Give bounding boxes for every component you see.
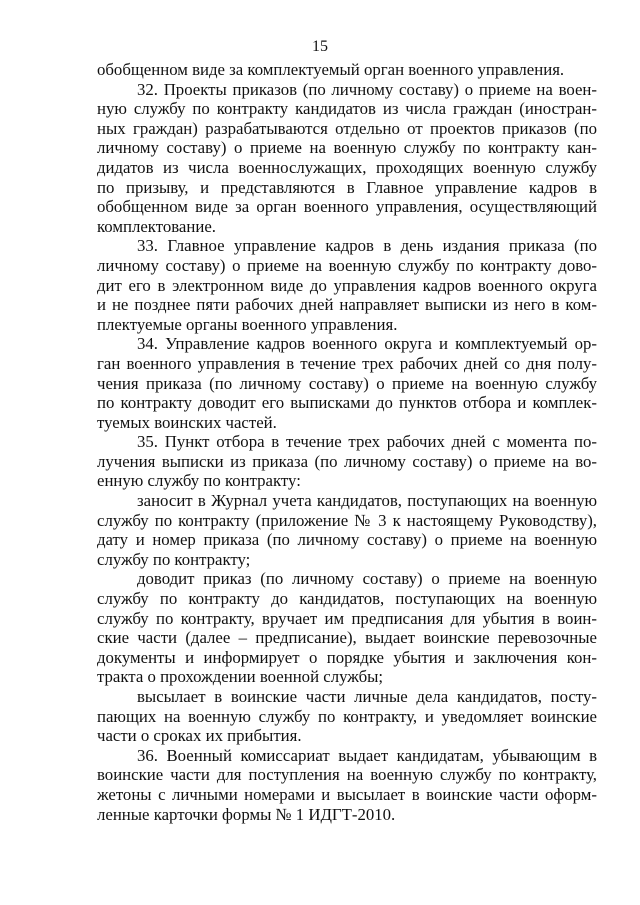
- text-line: комплектование.: [97, 216, 216, 236]
- text-line: части о сроках их прибытия.: [97, 726, 302, 746]
- document-body: [97, 60, 597, 824]
- text-line: воинские части для поступления на военную службу по контракту,: [97, 765, 597, 785]
- text-line: обобщенном виде за комплектуемый орган военного управления.: [97, 60, 565, 79]
- text-line: и не позднее пяти рабочих дней направляет выписки из него в ком-: [97, 295, 597, 315]
- text-line: 32. Проекты приказов (по личному составу) о приеме на воен-: [137, 79, 597, 99]
- text-line: личному составу) о приеме на военную службу по контракту дово-: [97, 255, 597, 275]
- text-line: жетоны с личными номерами и высылает в воинские части оформ-: [97, 784, 597, 804]
- text-line: 34. Управление кадров военного округа и комплектуемый ор-: [137, 334, 597, 354]
- text-line: тракта о прохождении военной службы;: [97, 667, 384, 687]
- text-line: ган военного управления в течение трех рабочих дней со дня полу-: [97, 353, 597, 373]
- text-line: дит его в электронном виде до управления кадров военного округа: [97, 275, 597, 295]
- text-line: лучения выписки из приказа (по личному составу) о приеме на во-: [97, 451, 597, 471]
- text-line: 36. Военный комиссариат выдает кандидатам, убывающим в: [137, 745, 597, 765]
- text-line: ную службу по контракту кандидатов из числа граждан (иностран-: [97, 99, 597, 119]
- text-line: 33. Главное управление кадров в день издания приказа (по: [137, 236, 597, 256]
- text-line: дату и номер приказа (по личному составу) о приеме на военную: [97, 530, 597, 550]
- text-line: пающих на военную службу по контракту, и уведомляет воинские: [97, 706, 597, 726]
- text-line: плектуемые органы военного управления.: [97, 314, 398, 334]
- text-line: доводит приказ (по личному составу) о приеме на военную: [137, 569, 597, 589]
- text-line: заносит в Журнал учета кандидатов, поступающих на военную: [137, 491, 597, 511]
- text-line: личному составу) о приеме на военную службу по контракту кан-: [97, 138, 597, 158]
- text-line: службу по контракту (приложение № 3 к настоящему Руководству),: [97, 510, 597, 530]
- text-line: службу по контракту, вручает им предписания для убытия в воин-: [97, 608, 597, 628]
- text-line: ных граждан) разрабатываются отдельно от проектов приказов (по: [97, 118, 597, 138]
- text-line: ленные карточки формы № 1 ИДГТ-2010.: [97, 804, 396, 824]
- text-line: службу по контракту до кандидатов, поступающих на военную: [97, 589, 597, 609]
- text-line: туемых воинских частей.: [97, 412, 277, 432]
- text-line: енную службу по контракту:: [97, 471, 301, 491]
- text-line: документы и информирует о порядке убытия и заключения кон-: [97, 647, 597, 667]
- text-line: ские части (далее – предписание), выдает воинские перевозочные: [97, 628, 597, 648]
- text-line: по призыву, и представляются в Главное управление кадров в: [97, 177, 597, 197]
- text-line: 35. Пункт отбора в течение трех рабочих дней с момента по-: [137, 432, 597, 452]
- text-line: чения приказа (по личному составу) о приеме на военную службу: [97, 373, 597, 393]
- text-line: службу по контракту;: [97, 549, 251, 569]
- text-line: обобщенном виде за орган военного управления, осуществляющий: [97, 197, 597, 217]
- text-line: высылает в воинские части личные дела кандидатов, посту-: [137, 687, 597, 706]
- text-line: по контракту доводит его выписками до пунктов отбора и комплек-: [97, 393, 597, 413]
- page-number: 15: [312, 38, 328, 55]
- text-line: дидатов из числа военнослужащих, проходящих военную службу: [97, 157, 597, 177]
